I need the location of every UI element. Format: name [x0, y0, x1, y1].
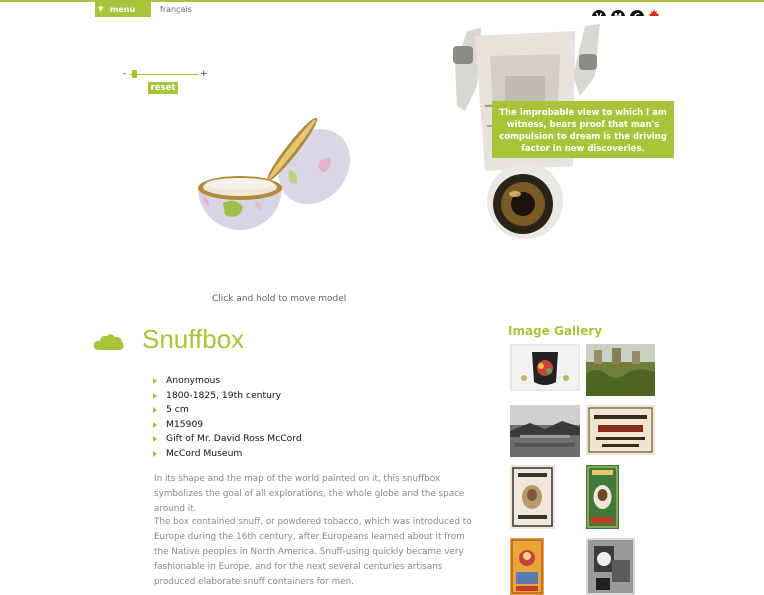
gallery-title: Image Gallery: [508, 324, 603, 338]
zoom-slider-handle[interactable]: [132, 70, 137, 78]
detail-text: Anonymous: [166, 375, 221, 386]
detail-text: 5 cm: [166, 404, 189, 415]
bullet-arrow-icon: [153, 393, 157, 399]
detail-text: 1800-1825, 19th century: [166, 389, 282, 401]
zoom-in-button[interactable]: +: [200, 69, 208, 79]
quote-line: factor in new discoveries.: [521, 144, 645, 154]
bullet-arrow-icon: [153, 407, 157, 413]
gallery-thumbnail[interactable]: [586, 405, 655, 455]
gallery-thumbnail[interactable]: [586, 465, 619, 529]
language-link[interactable]: français: [160, 5, 192, 14]
detail-text: McCord Museum: [166, 447, 243, 459]
detail-item: [153, 447, 302, 462]
menu-button[interactable]: [95, 2, 151, 17]
zoom-slider-track[interactable]: [129, 74, 199, 75]
bullet-arrow-icon: [153, 378, 157, 384]
detail-item: [153, 374, 302, 389]
description-paragraph: In its shape and the map of the world painted on it, this snuffbox symbolizes the goal of all explorations, the whole globe and the space around it.: [154, 474, 465, 514]
quote-line: witness, bears proof that man's: [506, 120, 660, 130]
detail-item: [153, 432, 302, 447]
description-paragraph: The box contained snuff, or powdered tobacco, which was introduced to Europe during the 16th century, after Europeans learned about it from the Native peoples in North America. Snuff-using quickly became very fashionable in Europe, and for the next several centuries artisans produced elaborate snuff containers for men.: [154, 517, 472, 587]
detail-text: M15909: [166, 418, 204, 430]
reset-button[interactable]: reset: [148, 82, 178, 94]
gallery-thumbnail[interactable]: [510, 538, 544, 595]
quote-box: [492, 101, 674, 158]
gallery-thumbnail[interactable]: [510, 344, 580, 391]
menu-arrow-icon: ▼: [98, 5, 104, 13]
bullet-arrow-icon: [153, 422, 157, 428]
object-title: Snuffbox: [142, 324, 245, 354]
detail-text: Gift of Mr. David Ross McCord: [166, 433, 302, 444]
gallery-thumbnail[interactable]: [586, 538, 635, 595]
gallery-thumbnail[interactable]: [510, 405, 580, 457]
bullet-arrow-icon: [153, 451, 157, 457]
detail-item: [153, 418, 302, 433]
detail-item: [153, 403, 302, 418]
quote-line: compulsion to dream is the driving: [499, 132, 667, 142]
snuffbox-3d-model[interactable]: [193, 118, 353, 233]
gallery-thumbnail[interactable]: [510, 465, 555, 529]
zoom-out-button[interactable]: -: [123, 69, 127, 79]
detail-item: [153, 389, 302, 404]
bullet-arrow-icon: [153, 436, 157, 442]
object-details-list: [153, 374, 302, 461]
menu-label: menu: [110, 5, 136, 14]
quote-line: The improbable view to which I am: [499, 108, 667, 118]
model-hint-text: Click and hold to move model: [212, 294, 347, 304]
cloud-icon: [93, 332, 125, 356]
gallery-thumbnail[interactable]: [586, 344, 655, 396]
